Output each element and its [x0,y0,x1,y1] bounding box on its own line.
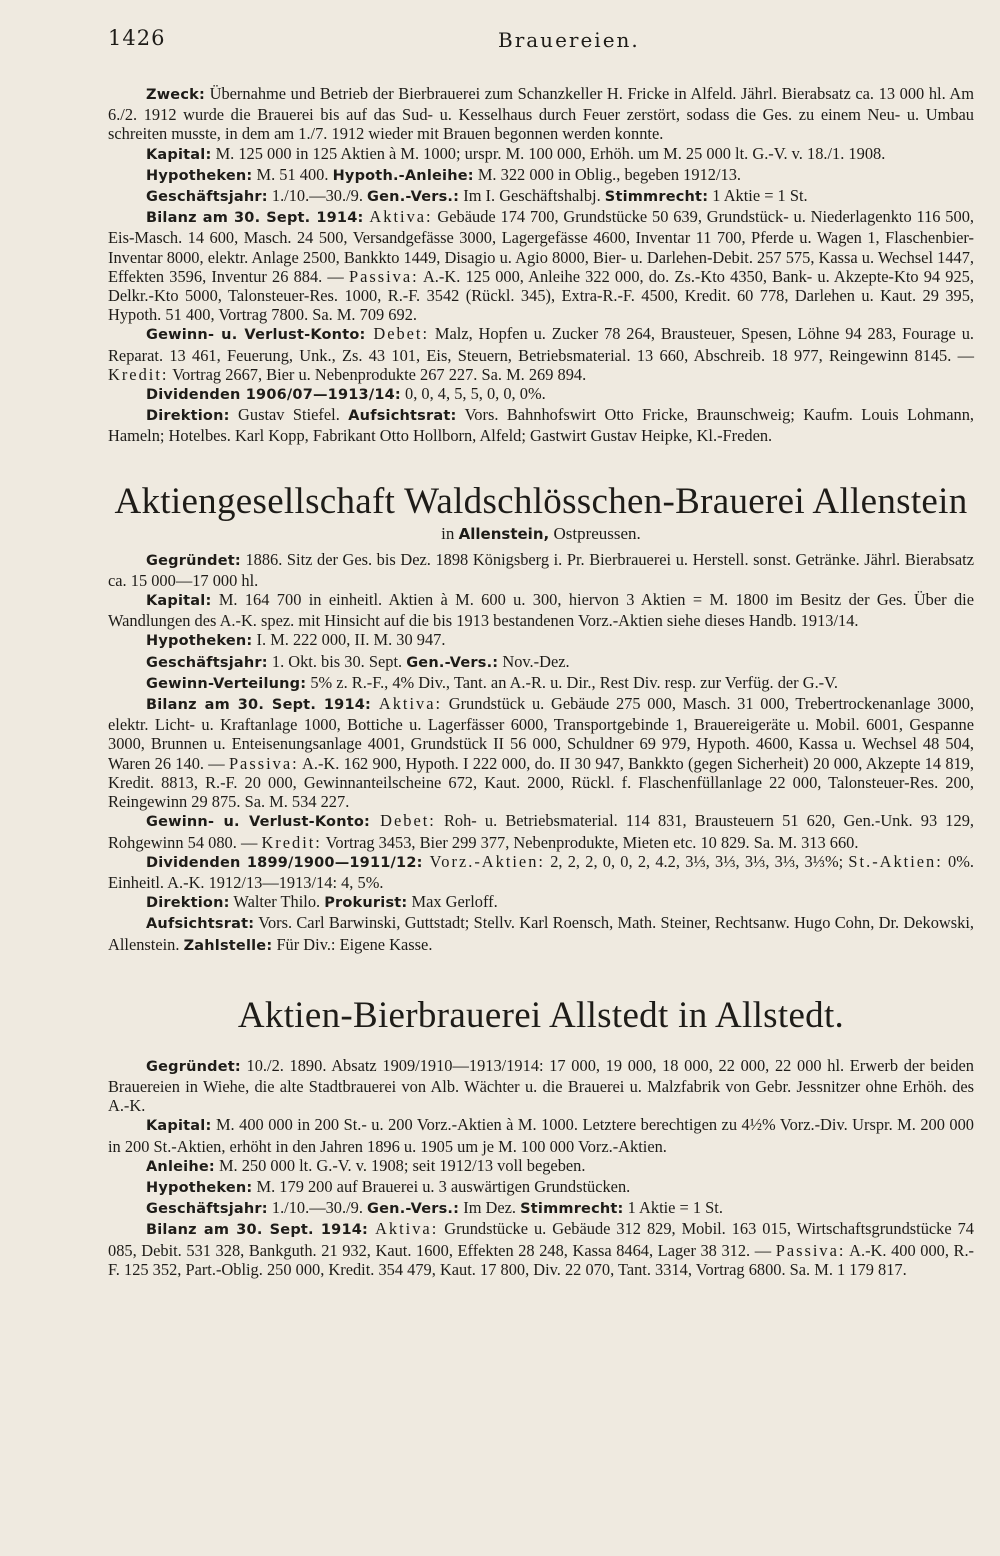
spaced-label: St.-Aktien: [848,851,943,871]
field-label: Gewinn-Verteilung: [146,675,307,692]
field-label: Hypotheken: [146,167,253,184]
field-text: 1./10.—30./9. [267,186,368,206]
entry-paragraph [108,324,974,384]
field-label: Dividenden 1906/07—1913/14: [146,387,401,404]
location-prefix: in [441,523,459,543]
entry-paragraph [108,892,974,913]
entry-paragraph [108,207,974,324]
field-label: Geschäftsjahr: [146,654,268,671]
field-text: M. 179 200 auf Brauerei u. 3 auswärtigen Grundstücken. [252,1176,631,1196]
field-label: Gen.-Vers.: [367,1201,460,1218]
field-text: A.-K. 125 000, Anleihe 322 000, do. Zs.-Kto 4350, Bank- u. Akzepte-Kto 94 925, Delkr.-Kto 5000, Talonsteuer-Res. 1000, R.-F. 3542 (Rückl. 345), Extra-R.-F. 4500, Kredit. 60 778, Darlehen u. Kaut. 29 395, Hypoth. 51 400, Vortrag 7800. Sa. M. 709 692. [108,266,974,325]
field-label: Gen.-Vers.: [367,189,460,206]
field-text: 2, 2, 2, 0, 0, 2, 4.2, 3⅓, 3⅓, 3⅓, 3⅓, 3⅓%; [544,851,849,871]
field-label: Gewinn- u. Verlust-Konto: [146,327,366,344]
field-text: Vors. Carl Barwinski, Guttstadt; Stellv. Karl Roensch, Math. Steiner, Rechtsanw. Hugo Cohn, Dr. Dekowski, Allenstein. [108,913,974,954]
entry-paragraph [108,811,974,851]
entry-fricke-brauerei [108,84,974,446]
field-text: Im I. Geschäftshalbj. [459,186,605,206]
entry-paragraph [108,673,974,694]
field-text: M. 164 700 in einheitl. Aktien à M. 600 u. 300, hiervon 3 Aktien = M. 1800 im Besitz der Ges. Über die Wandlungen des A.-K. spez. mit Hinsicht auf die bis 1913 bestandenen Vorz.-Aktien siehe dieses Handb. 1913/14. [108,590,974,631]
spaced-label: Passiva: [348,266,419,286]
entry-paragraph [108,165,974,186]
entry-paragraph [108,590,974,630]
entry-paragraph [108,913,974,955]
field-label: Stimmrecht: [520,1201,624,1218]
field-text: 10./2. 1890. Absatz 1909/1910—1913/1914: 17 000, 19 000, 18 000, 22 000, 22 000 hl. Erwerb der beiden Brauereien in Wiehe, die alte Stadtbrauerei von Alb. Wächter u. die Brauerei u. Malzfabrik von Gebr. Jessnitzer ohne Erhöh. des A.-K. [108,1055,974,1116]
spaced-label: Debet: [370,811,436,831]
field-label: Bilanz am 30. Sept. 1914: [146,210,364,227]
entry-paragraph [108,1219,974,1279]
spaced-label: Aktiva: [363,207,433,227]
field-text: Grundstücke u. Gebäude 312 829, Mobil. 163 015, Wirtschaftsgrundstücke 74 085, Debit. 531 328, Bankguth. 21 932, Kaut. 1600, Effekten 28 248, Kassa 8464, Lager 38 312. — [108,1219,974,1260]
field-label: Geschäftsjahr: [146,1201,268,1218]
field-label: Geschäftsjahr: [146,189,268,206]
field-text: I. M. 222 000, II. M. 30 947. [252,630,446,650]
entry-paragraph [108,1156,974,1177]
field-text: M. 125 000 in 125 Aktien à M. 1000; urspr. M. 100 000, Erhöh. um M. 25 000 lt. G.-V. v. 18./1. 1908. [211,143,886,163]
field-text: Vortrag 3453, Bier 299 377, Nebenprodukte, Mieten etc. 10 829. Sa. M. 313 660. [321,832,859,852]
spaced-label: Kredit: [108,364,169,384]
field-label: Hypotheken: [146,633,253,650]
field-text: 0, 0, 4, 5, 5, 0, 0, 0%. [400,384,546,404]
location-suffix: Ostpreussen. [549,523,641,543]
company-location [108,524,974,544]
field-label: Bilanz am 30. Sept. 1914: [146,697,372,714]
field-label: Prokurist: [324,895,408,912]
field-text: Roh- u. Betriebsmaterial. 114 831, Brausteuern 51 620, Gen.-Unk. 93 129, Rohgewinn 54 080. — [108,811,974,852]
field-label: Gegründet: [146,552,241,569]
spaced-label: Debet: [365,324,430,344]
entry-paragraph [108,186,974,207]
field-text: 1. Okt. bis 30. Sept. [267,651,407,671]
field-text: Malz, Hopfen u. Zucker 78 264, Brausteuer, Spesen, Löhne 94 283, Fourage u. Reparat. 13 461, Feuerung, Unk., Zs. 43 101, Eis, Steuern, Betriebsmaterial. 13 660, Abschreib. 18 977, Reingewinn 8145. — [108,324,974,365]
field-text: A.-K. 162 900, Hypoth. I 222 000, do. II 30 947, Bankkto (gegen Sicherheit) 20 000, Akzepte 14 819, Kredit. 8813, R.-F. 20 000, Gewinnanteilscheine 672, Kaut. 2000, Rückl. f. Flaschenfüllanlage 22 000, Talonsteuer-Res. 200, Reingewinn 29 875. Sa. M. 534 227. [108,753,974,812]
field-text: Walter Thilo. [229,892,325,912]
field-text: 1886. Sitz der Ges. bis Dez. 1898 Königsberg i. Pr. Bierbrauerei u. Herstell. sonst. Getränke. Jährl. Bierabsatz ca. 15 000—17 000 hl. [108,549,974,590]
field-label: Gewinn- u. Verlust-Konto: [146,814,371,831]
field-text: 1 Aktie = 1 St. [623,1198,723,1218]
spaced-label: Passiva: [228,753,299,773]
spaced-label: Aktiva: [368,1219,439,1239]
field-label: Kapital: [146,146,212,163]
field-text: 1./10.—30./9. [267,1198,368,1218]
field-label: Hypotheken: [146,1179,253,1196]
field-text: Für Div.: Eigene Kasse. [272,934,433,954]
company-title-waldschloesschen: Aktiengesellschaft Waldschlösschen-Brauerei Allenstein [114,480,968,522]
field-text: 1 Aktie = 1 St. [708,186,808,206]
field-label: Aufsichtsrat: [348,408,457,425]
entry-paragraph [108,1177,974,1198]
entry-paragraph [108,84,974,144]
field-label: Direktion: [146,408,230,425]
entry-paragraph [108,852,974,892]
field-text: M. 400 000 in 200 St.- u. 200 Vorz.-Aktien à M. 1000. Letztere berechtigen zu 4½% Vorz.-Div. Urspr. M. 200 000 in 200 St.-Aktien, erhöht in den Jahren 1896 u. 1905 um je M. 100 000 Vorz.-Aktien. [108,1115,974,1156]
entry-paragraph [108,652,974,673]
entry-paragraph [108,1115,974,1155]
spaced-label: Kredit: [261,832,322,852]
field-label: Hypoth.-Anleihe: [332,167,474,184]
entry-paragraph [108,630,974,651]
field-label: Stimmrecht: [604,189,709,206]
field-label: Bilanz am 30. Sept. 1914: [146,1222,369,1239]
field-label: Zweck: [146,87,205,103]
field-label: Dividenden 1899/1900—1911/12: [146,854,423,871]
entry-paragraph [108,405,974,445]
company-title-allstedt: Aktien-Bierbrauerei Allstedt in Allstedt. [237,994,845,1036]
field-text: 0%. Einheitl. A.-K. 1912/13—1913/14: 4, 5%. [108,851,974,892]
field-text: Nov.-Dez. [498,651,570,671]
field-text: M. 322 000 in Oblig., begeben 1912/13. [473,164,742,184]
entry-paragraph [108,1056,974,1116]
field-text: Übernahme und Betrieb der Bierbrauerei zum Schanzkeller H. Fricke in Alfeld. Jährl. Bierabsatz ca. 13 000 hl. Am 6./2. 1912 wurde die Brauerei bis auf das Sud- u. Kesselhaus durch Feuer zerstört, sodass die Ges. zu einem Neu- u. Umbau schreiten musste, in dem am 1./7. 1912 wieder mit Brauen begonnen werden konnte. [108,84,974,144]
spaced-label: Passiva: [775,1240,846,1260]
field-text: Gebäude 174 700, Grundstücke 50 639, Grundstück- u. Niederlagenkto 116 500, Eis-Masch. 14 600, Masch. 24 500, Versandgefässe 3000, Lagergefässe 4600, Inventar 11 700, Pferde u. Wagen 1, Flaschenbier-Inventar 8000, elektr. Anlage 2500, Bankkto 1449, Disagio u. Agio 8000, Bier- u. Darlehen-Debit. 257 575, Kassa u. Wechsel 1447, Effekten 3596, Inventur 26 884. — [108,207,974,286]
field-text: Grundstück u. Gebäude 275 000, Masch. 31 000, Trebertrockenanlage 3000, elektr. Licht- u. Kraftanlage 1000, Bottiche u. Lagerfässer 6000, Transportgebinde 1, Brauereigeräte u. Mobil. 6001, Gespanne 3000, Brunnen u. Enteisenungsanlage 4001, Grundstück II 56 000, Schuldner 69 979, Hypoth. 4600, Kassa u. Wechsel 48 504, Waren 26 140. — [108,694,974,773]
entry-waldschloesschen [108,550,974,956]
spaced-label: Vorz.-Aktien: [422,851,545,871]
field-text: Max Gerloff. [407,892,498,912]
page-number: 1426 [108,26,166,50]
entry-paragraph [108,1198,974,1219]
section-title: Brauereien. [498,28,640,52]
field-text: M. 250 000 lt. G.-V. v. 1908; seit 1912/13 voll begeben. [214,1155,586,1175]
entry-paragraph [108,144,974,165]
field-label: Kapital: [146,1118,212,1135]
entry-paragraph [108,384,974,405]
location-place: Allenstein, [458,524,550,543]
field-text: 5% z. R.-F., 4% Div., Tant. an A.-R. u. Dir., Rest Div. resp. zur Verfüg. der G.-V. [306,672,838,692]
field-text: Im Dez. [459,1198,521,1218]
field-text: Vors. Bahnhofswirt Otto Fricke, Braunschweig; Kaufm. Louis Lohmann, Hameln; Hotelbes. Karl Kopp, Fabrikant Otto Hollborn, Alfeld; Gastwirt Gustav Heipke, Kl.-Freden. [108,405,974,446]
field-text: A.-K. 400 000, R.-F. 125 352, Part.-Oblig. 250 000, Kredit. 354 479, Kaut. 17 800, Div. 22 070, Tant. 3314, Vortrag 6800. Sa. M. 1 179 817. [108,1240,975,1279]
entry-paragraph [108,550,974,590]
field-label: Anleihe: [146,1158,215,1175]
field-label: Zahlstelle: [183,937,273,954]
field-text: Gustav Stiefel. [229,405,349,425]
field-text: M. 51 400. [252,164,333,184]
field-text: Vortrag 2667, Bier u. Nebenprodukte 267 227. Sa. M. 269 894. [168,364,587,384]
entry-allstedt [108,1056,974,1279]
running-head [108,14,974,54]
field-label: Aufsichtsrat: [146,916,255,933]
field-label: Direktion: [146,895,230,912]
field-label: Gegründet: [146,1058,241,1075]
field-label: Kapital: [146,593,212,610]
entry-paragraph [108,694,974,811]
field-label: Gen.-Vers.: [406,654,499,671]
spaced-label: Aktiva: [371,694,443,714]
